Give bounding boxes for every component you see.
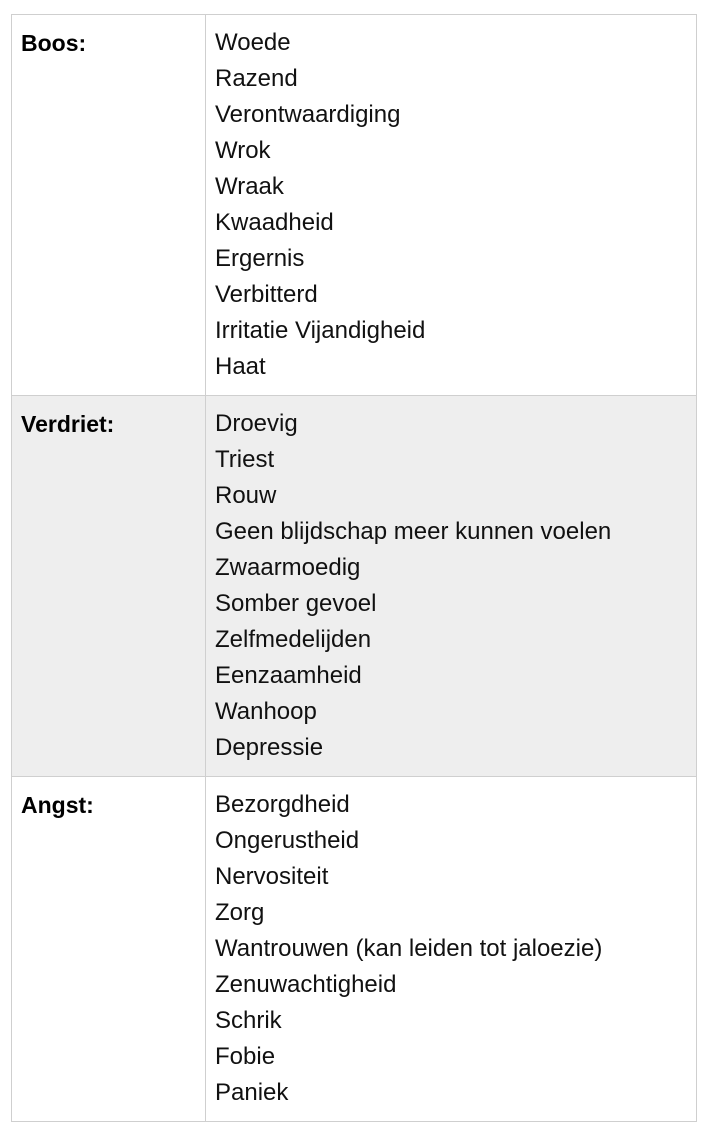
list-item: Wantrouwen (kan leiden tot jaloezie) <box>215 935 603 962</box>
list-item: Kwaadheid <box>215 209 334 236</box>
list-item: Triest <box>215 446 275 473</box>
list-item: Wrok <box>215 137 271 164</box>
table-row-boos <box>12 15 696 396</box>
list-item: Ongerustheid <box>215 827 360 854</box>
list-item: Verontwaardiging <box>215 101 401 128</box>
category-label: Angst: <box>12 777 206 1121</box>
list-item: Nervositeit <box>215 863 329 890</box>
list-item: Wraak <box>215 173 284 200</box>
list-item: Schrik <box>215 1007 282 1034</box>
list-item: Zwaarmoedig <box>215 554 361 581</box>
list-item: Fobie <box>215 1043 276 1070</box>
list-item: Bezorgdheid <box>215 791 350 818</box>
list-item: Verbitterd <box>215 281 318 308</box>
list-item: Zelfmedelijden <box>215 626 372 653</box>
list-item: Zenuwachtigheid <box>215 971 397 998</box>
list-item: Razend <box>215 65 298 92</box>
list-item: Haat <box>215 353 266 380</box>
list-item: Droevig <box>215 410 298 437</box>
list-item: Irritatie Vijandigheid <box>215 317 426 344</box>
list-item: Paniek <box>215 1079 289 1106</box>
list-item: Woede <box>215 29 291 56</box>
emotion-table <box>11 14 697 1122</box>
table-row-angst <box>12 777 696 1122</box>
list-item: Wanhoop <box>215 698 317 725</box>
emotion-list <box>206 777 696 1121</box>
category-label: Verdriet: <box>12 396 206 776</box>
list-item: Depressie <box>215 734 324 761</box>
emotion-list <box>206 396 696 776</box>
list-item: Geen blijdschap meer kunnen voelen <box>215 518 612 545</box>
emotion-list <box>206 15 696 395</box>
list-item: Ergernis <box>215 245 305 272</box>
category-label: Boos: <box>12 15 206 395</box>
list-item: Eenzaamheid <box>215 662 362 689</box>
list-item: Rouw <box>215 482 277 509</box>
list-item: Zorg <box>215 899 265 926</box>
list-item: Somber gevoel <box>215 590 377 617</box>
table-row-verdriet <box>12 396 696 777</box>
